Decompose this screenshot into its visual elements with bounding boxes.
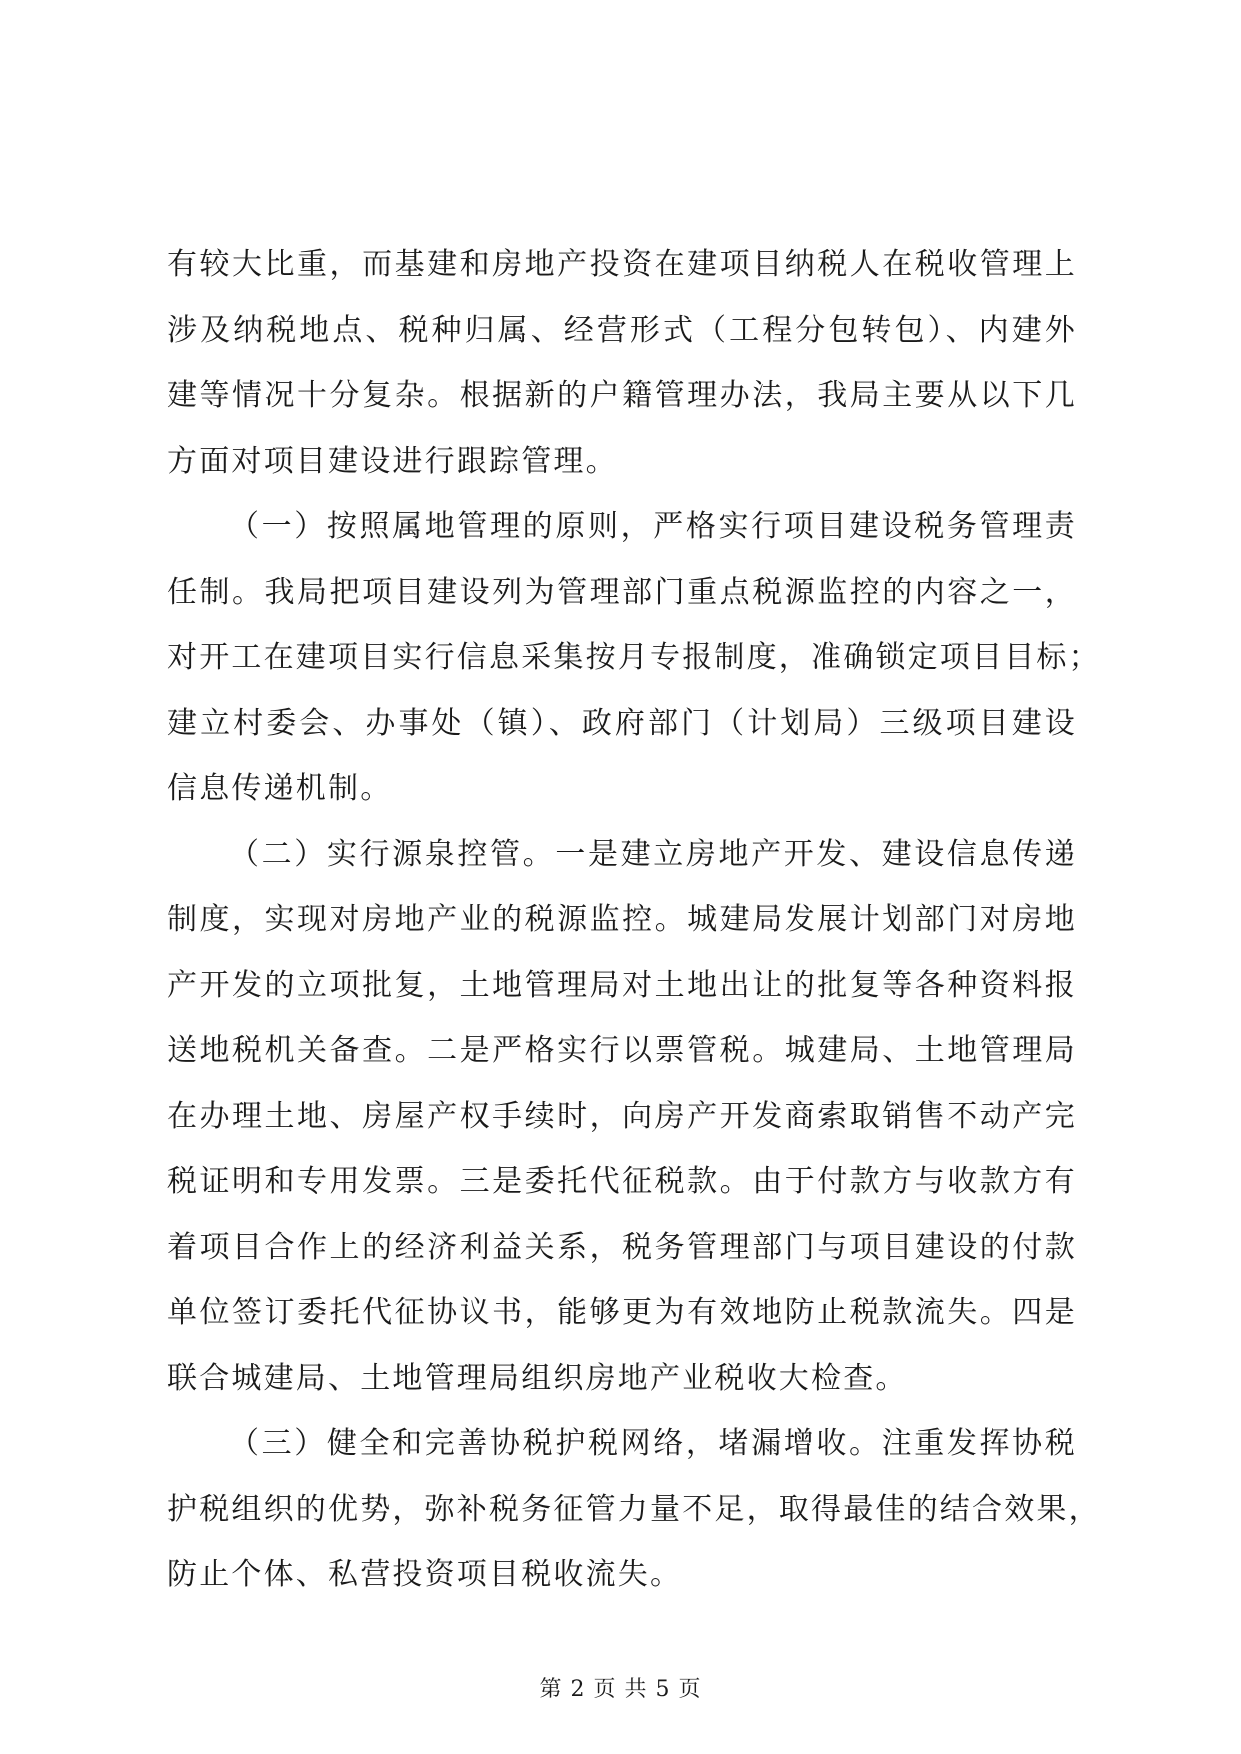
text-line: 送地税机关备查。二是严格实行以票管税。城建局、土地管理局 (167, 1033, 1077, 1068)
text-line: 建立村委会、办事处（镇）、政府部门（计划局）三级项目建设 (167, 705, 1077, 741)
body-text (167, 232, 1101, 1608)
text-line: （三）健全和完善协税护税网络，堵漏增收。注重发挥协税 (229, 1426, 1077, 1461)
text-line: 单位签订委托代征协议书，能够更为有效地防止税款流失。四是 (167, 1295, 1077, 1330)
text-line: 税证明和专用发票。三是委托代征税款。由于付款方与收款方有 (167, 1164, 1077, 1199)
text-line: （二）实行源泉控管。一是建立房地产开发、建设信息传递 (229, 836, 1077, 872)
text-line: 护税组织的优势，弥补税务征管力量不足，取得最佳的结合效果， (167, 1491, 1101, 1527)
text-line: 信息传递机制。 (167, 771, 393, 806)
text-line: 涉及纳税地点、税种归属、经营形式（工程分包转包）、内建外 (167, 312, 1077, 348)
text-line: 建等情况十分复杂。根据新的户籍管理办法，我局主要从以下几 (167, 378, 1077, 413)
text-line: 联合城建局、土地管理局组织房地产业税收大检查。 (167, 1360, 908, 1396)
page-footer: 第 2 页 共 5 页 (539, 1677, 702, 1702)
text-line: （一）按照属地管理的原则，严格实行项目建设税务管理责 (229, 509, 1077, 544)
text-line: 方面对项目建设进行跟踪管理。 (167, 443, 618, 479)
text-line: 制度，实现对房地产业的税源监控。城建局发展计划部门对房地 (167, 902, 1077, 937)
text-line: 产开发的立项批复，土地管理局对土地出让的批复等各种资料报 (167, 967, 1077, 1003)
text-line: 有较大比重，而基建和房地产投资在建项目纳税人在税收管理上 (167, 247, 1077, 282)
text-line: 着项目合作上的经济利益关系，税务管理部门与项目建设的付款 (167, 1229, 1077, 1265)
text-line: 对开工在建项目实行信息采集按月专报制度，准确锁定项目目标； (167, 640, 1101, 675)
text-line: 在办理土地、房屋产权手续时，向房产开发商索取销售不动产完 (167, 1098, 1077, 1134)
text-line: 任制。我局把项目建设列为管理部门重点税源监控的内容之一， (167, 574, 1077, 610)
text-line: 防止个体、私营投资项目税收流失。 (167, 1557, 683, 1592)
